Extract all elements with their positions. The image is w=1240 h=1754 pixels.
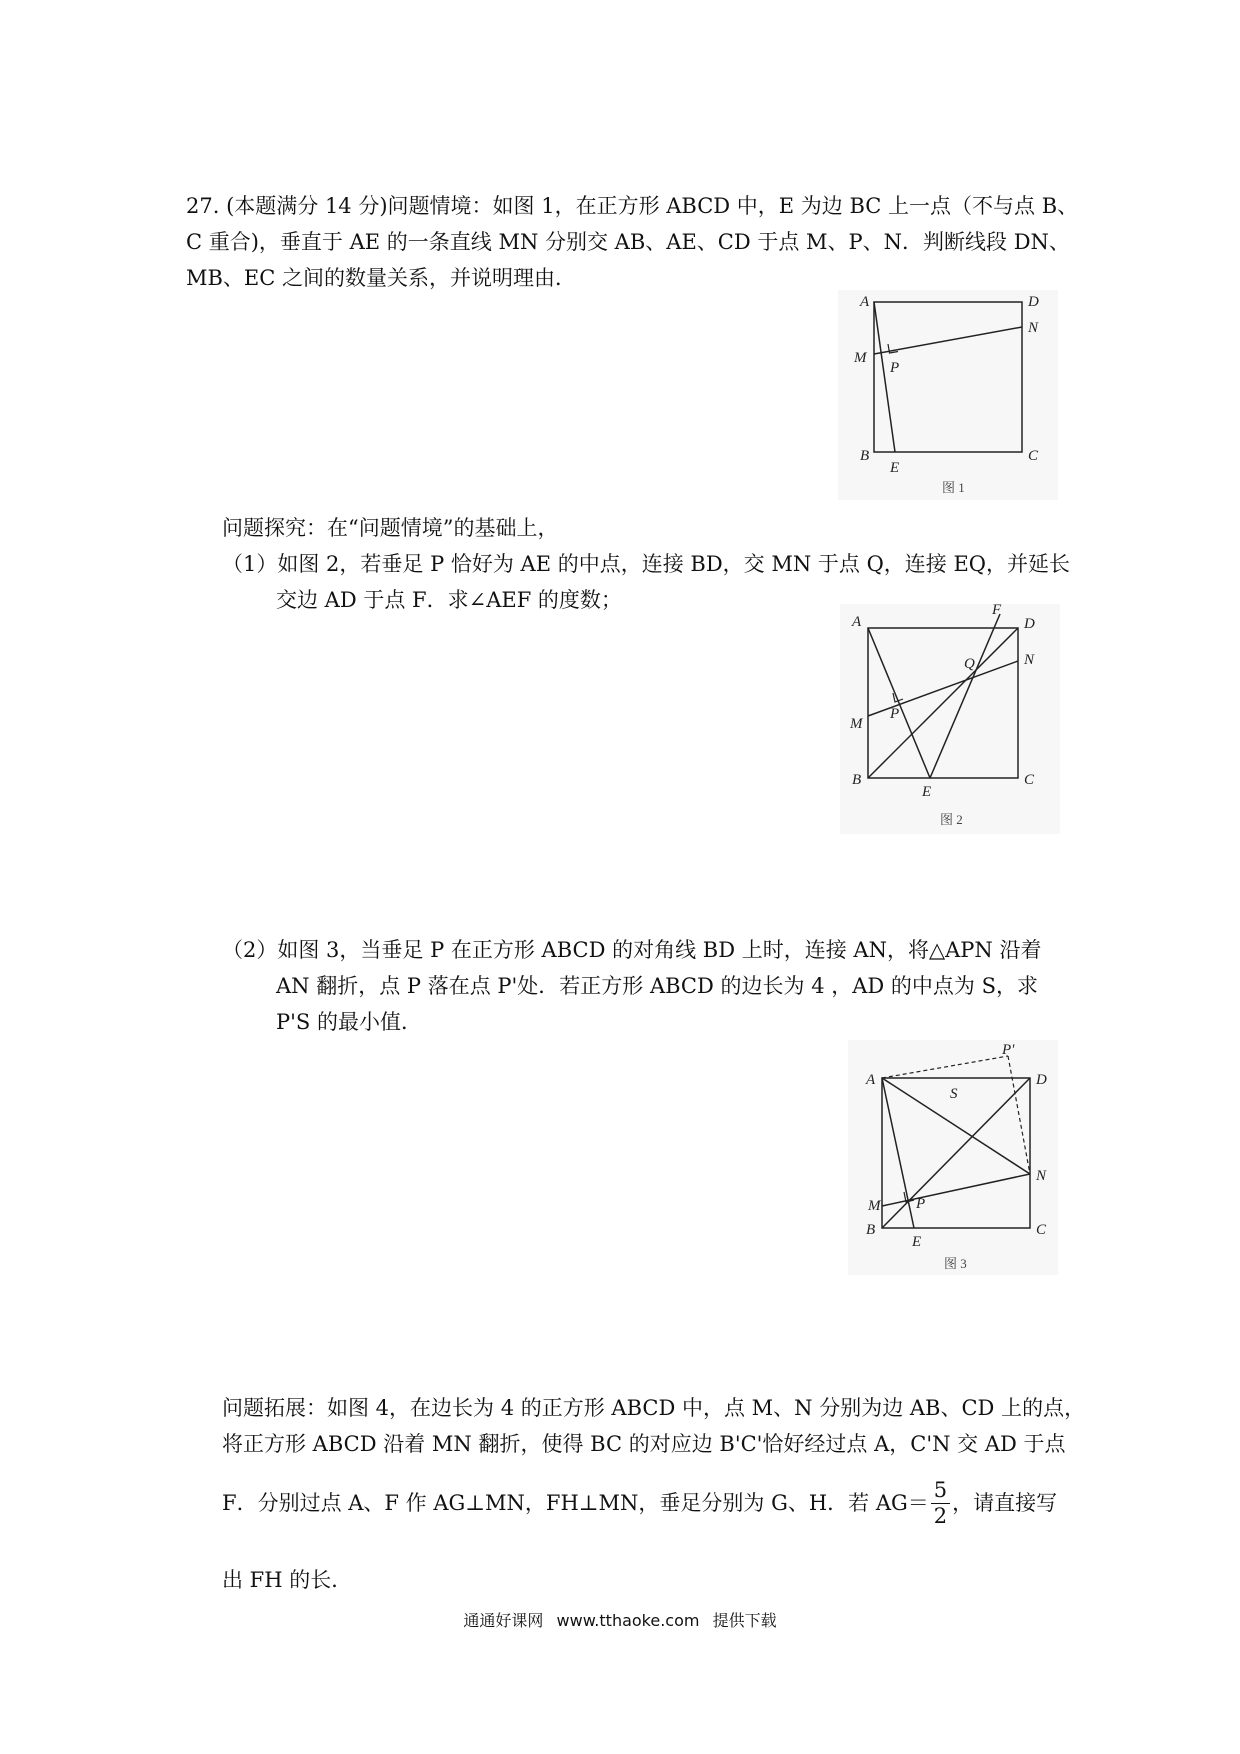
fraction-numerator: 5: [931, 1478, 950, 1504]
figure-2: [840, 604, 1060, 838]
label-E: E: [922, 784, 932, 800]
label-D: D: [1024, 616, 1035, 632]
label-P: P: [890, 360, 900, 376]
figure-1-caption: 图 1: [942, 480, 965, 495]
fraction-denominator: 2: [933, 1504, 948, 1528]
part2-line-3: P'S 的最小值．: [276, 1010, 422, 1034]
extension-line-3-after: ，请直接写: [952, 1491, 1058, 1515]
part2-line-1: （2）如图 3，当垂足 P 在正方形 ABCD 的对角线 BD 上时，连接 AN，将△APN 沿着: [222, 938, 1042, 962]
footer-url[interactable]: www.tthaoke.com: [556, 1611, 700, 1630]
label-D: D: [1036, 1072, 1047, 1088]
label-S: S: [950, 1086, 958, 1102]
label-M: M: [854, 350, 867, 366]
label-E: E: [912, 1234, 922, 1250]
label-C: C: [1036, 1222, 1047, 1238]
figure-1-background: [838, 290, 1058, 500]
explore-title: 问题探究：在“问题情境”的基础上，: [222, 516, 559, 540]
footer-site: 通通好课网: [463, 1611, 544, 1630]
extension-line-3: [222, 1478, 1057, 1529]
label-N: N: [1024, 652, 1035, 668]
label-P: P: [890, 706, 900, 722]
figure-2-caption: 图 2: [940, 812, 963, 827]
intro-line-2: C 重合)，垂直于 AE 的一条直线 MN 分别交 AB、AE、CD 于点 M、P、N．判断线段 DN、: [186, 230, 1070, 254]
label-Q: Q: [964, 656, 975, 672]
intro-line-3: MB、EC 之间的数量关系，并说明理由．: [186, 266, 577, 290]
label-M: M: [850, 716, 863, 732]
label-C: C: [1028, 448, 1039, 464]
figure-3-background: [848, 1040, 1058, 1275]
part2-line-2: AN 翻折，点 P 落在点 P'处．若正方形 ABCD 的边长为 4 ，AD 的中点为 S，求: [276, 974, 1038, 998]
intro-line-1: 27. (本题满分 14 分)问题情境：如图 1，在正方形 ABCD 中，E 为边 BC 上一点（不与点 B、: [186, 194, 1079, 218]
label-N: N: [1036, 1168, 1047, 1184]
part1-line-2: 交边 AD 于点 F．求∠AEF 的度数；: [276, 588, 622, 612]
fraction-ag: [931, 1478, 950, 1529]
extension-line-1: 问题拓展：如图 4，在边长为 4 的正方形 ABCD 中，点 M、N 分别为边 AB、CD 上的点，: [222, 1396, 1086, 1420]
extension-line-2: 将正方形 ABCD 沿着 MN 翻折，使得 BC 的对应边 B'C'恰好经过点 A，C'N 交 AD 于点: [222, 1432, 1066, 1456]
label-P-prime: P': [1002, 1042, 1015, 1058]
label-A: A: [866, 1072, 876, 1088]
label-C: C: [1024, 772, 1035, 788]
extension-line-4: 出 FH 的长．: [222, 1568, 353, 1592]
label-B: B: [852, 772, 862, 788]
label-M: M: [868, 1198, 881, 1214]
label-F: F: [992, 604, 1002, 618]
label-B: B: [860, 448, 870, 464]
figure-3-caption: 图 3: [944, 1256, 967, 1271]
label-N: N: [1028, 320, 1039, 336]
label-A: A: [852, 614, 862, 630]
footer: [0, 1608, 1240, 1631]
figure-3: [848, 1040, 1058, 1279]
part1-line-1: （1）如图 2，若垂足 P 恰好为 AE 的中点，连接 BD，交 MN 于点 Q，连接 EQ，并延长: [222, 552, 1071, 576]
label-E: E: [890, 460, 900, 476]
footer-note: 提供下载: [712, 1611, 777, 1630]
extension-line-3-before: F．分别过点 A、F 作 AG⊥MN，FH⊥MN，垂足分别为 G、H．若 AG＝: [222, 1491, 929, 1515]
label-B: B: [866, 1222, 876, 1238]
figure-1: [838, 290, 1058, 504]
label-P: P: [916, 1196, 926, 1212]
label-D: D: [1028, 294, 1039, 310]
label-A: A: [860, 294, 870, 310]
